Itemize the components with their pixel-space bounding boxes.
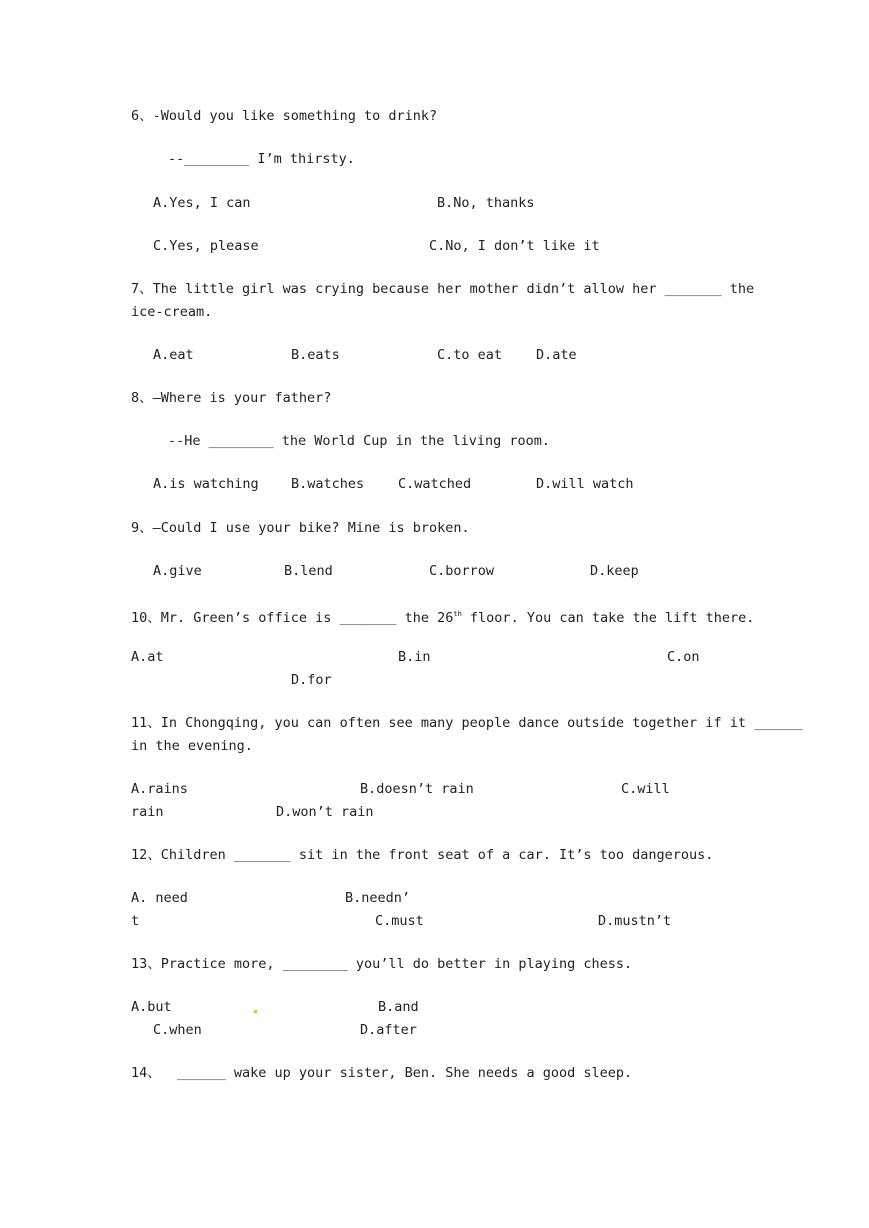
q10-stem xyxy=(131,606,754,626)
q12-option-b-part1: B.needn’ xyxy=(345,890,411,906)
q6-option-a: A.Yes, I can xyxy=(153,195,251,211)
q6-reply: --________ I’m thirsty. xyxy=(168,151,355,167)
q12-stem: 12、Children _______ sit in the front seat of a car. It’s too dangerous. xyxy=(131,847,714,863)
q10-option-b: B.in xyxy=(398,649,431,665)
q13-option-a: A.but xyxy=(131,999,172,1015)
stray-mark xyxy=(254,1010,257,1013)
q12-option-c: C.must xyxy=(375,913,424,929)
q8-stem: 8、—Where is your father? xyxy=(131,390,332,406)
q14-stem: 14、 ______ wake up your sister, Ben. She needs a good sleep. xyxy=(131,1065,633,1081)
q13-option-b: B.and xyxy=(378,999,419,1015)
q7-stem-line2: ice-cream. xyxy=(131,304,213,320)
q7-option-a: A.eat xyxy=(153,347,194,363)
q13-stem: 13、Practice more, ________ you’ll do better in playing chess. xyxy=(131,956,633,972)
q10-option-a: A.at xyxy=(131,649,164,665)
q7-option-c: C.to eat xyxy=(437,347,503,363)
q12-option-a: A. need xyxy=(131,890,188,906)
q10-option-c: C.on xyxy=(667,649,700,665)
q11-option-d: D.won’t rain xyxy=(276,804,374,820)
q13-option-c: C.when xyxy=(153,1022,202,1038)
q10-option-d: D.for xyxy=(291,672,332,688)
q6-option-b: B.No, thanks xyxy=(437,195,535,211)
q10-superscript: th xyxy=(453,610,462,618)
q7-option-b: B.eats xyxy=(291,347,340,363)
q6-stem: 6、-Would you like something to drink? xyxy=(131,108,438,124)
q8-option-d: D.will watch xyxy=(536,476,634,492)
q6-option-c: C.Yes, please xyxy=(153,238,259,254)
q8-option-a: A.is watching xyxy=(153,476,259,492)
q7-option-d: D.ate xyxy=(536,347,577,363)
q8-reply: --He ________ the World Cup in the living room. xyxy=(168,433,551,449)
q11-option-a: A.rains xyxy=(131,781,188,797)
q12-option-d: D.mustn’t xyxy=(598,913,672,929)
q9-option-a: A.give xyxy=(153,563,202,579)
q9-stem: 9、—Could I use your bike? Mine is broken. xyxy=(131,520,470,536)
q9-option-d: D.keep xyxy=(590,563,639,579)
q13-option-d: D.after xyxy=(360,1022,417,1038)
q10-stem-end: floor. You can take the lift there. xyxy=(461,610,755,626)
q9-option-c: C.borrow xyxy=(429,563,495,579)
q11-option-b: B.doesn’t rain xyxy=(360,781,474,797)
q12-option-b-part2: t xyxy=(131,913,140,929)
q11-stem-line2: in the evening. xyxy=(131,738,253,754)
q8-option-c: C.watched xyxy=(398,476,472,492)
q7-stem-line1: 7、The little girl was crying because her mother didn’t allow her _______ the xyxy=(131,281,755,297)
q8-option-b: B.watches xyxy=(291,476,365,492)
q6-option-d: C.No, I don’t like it xyxy=(429,238,600,254)
q9-option-b: B.lend xyxy=(284,563,333,579)
q10-stem-start: 10、Mr. Green’s office is _______ the 26 xyxy=(131,610,454,626)
q11-option-c-part2: rain xyxy=(131,804,164,820)
q11-stem-line1: 11、In Chongqing, you can often see many people dance outside together if it ______ xyxy=(131,715,803,731)
q11-option-c-part1: C.will xyxy=(621,781,670,797)
